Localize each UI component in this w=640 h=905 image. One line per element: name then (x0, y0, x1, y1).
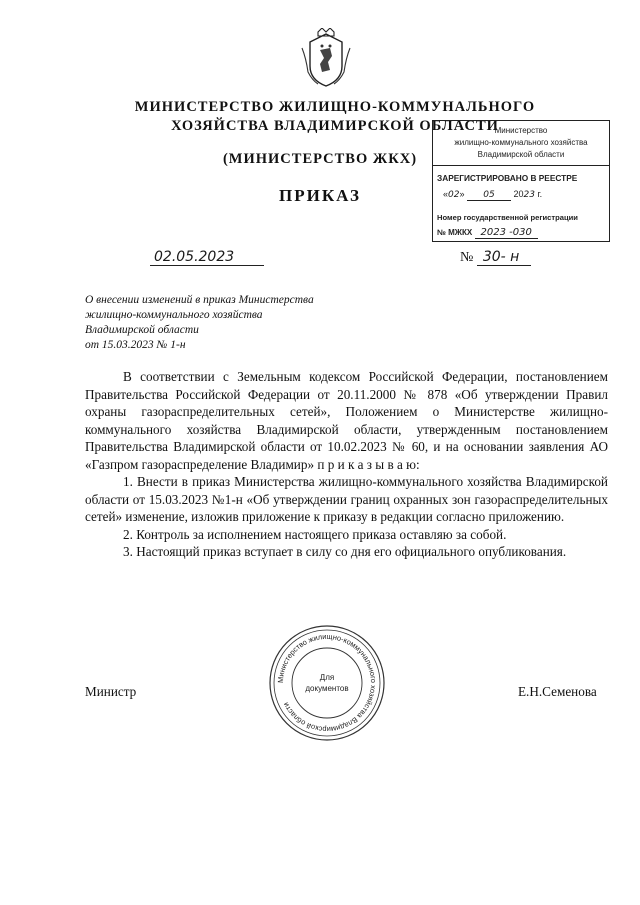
subject-line2: жилищно-коммунального хозяйства (85, 309, 263, 321)
seal-center-line1: Для (319, 673, 335, 682)
order-subject (85, 293, 385, 353)
stamp-reg-day: 02 (448, 190, 460, 200)
stamp-registered-label: ЗАРЕГИСТРИРОВАНО В РЕЕСТРЕ (437, 173, 578, 183)
order-number-value: 30- н (477, 249, 531, 266)
stamp-reg-year-suffix: 23 (523, 190, 535, 200)
stamp-reg-year-prefix: 20 (513, 189, 524, 199)
stamp-number-value: 2023 -030 (475, 227, 538, 239)
body-item-1: 1. Внести в приказ Министерства жилищно-коммунального хозяйства Владимирской области от 15.03.2023 №1-н «Об утверждении границ охранных зон газораспределительных сетей» изменение, изложив приложение к приказу в редакции согласно приложению. (85, 474, 608, 524)
order-date: 02.05.2023 (150, 249, 264, 266)
subject-line3: Владимирской области (85, 324, 199, 336)
stamp-reg-month: 05 (467, 190, 511, 201)
body-preamble: В соответствии с Земельным кодексом Российской Федерации, постановлением Правительства Российской Федерации от 20.11.2000 № 878 «Об утверждении Правил охраны газораспределительных сетей», Положением о Министерстве жилищно-коммунального хозяйства Владимирской области, утвержденным постановлением Правительства Владимирской области от 10.02.2023 № 60, и на основании заявления АО «Газпром газораспределение Владимир» п р и к а з ы в а ю: (85, 369, 608, 472)
order-number-label: № (460, 250, 474, 265)
stamp-reg-year-end: г. (537, 189, 543, 199)
stamp-line3: Владимирской области (477, 150, 565, 159)
body-item-3: 3. Настоящий приказ вступает в силу со дня его официального опубликования. (123, 544, 567, 559)
order-body (85, 368, 608, 561)
ministry-short-name: (МИНИСТЕРСТВО ЖКХ) (222, 151, 418, 167)
order-title: ПРИКАЗ (279, 186, 361, 205)
subject-line1: О внесении изменений в приказ Министерства (85, 294, 314, 306)
stamp-number-title: Номер государственной регистрации (437, 213, 578, 222)
signer-name: Е.Н.Семенова (518, 684, 597, 699)
stamp-number-prefix: № МЖКХ (437, 228, 473, 237)
seal-center-line2: документов (305, 684, 349, 693)
coat-of-arms-emblem (300, 28, 352, 90)
official-seal (268, 624, 386, 742)
ministry-name-line1: МИНИСТЕРСТВО ЖИЛИЩНО-КОММУНАЛЬНОГО (134, 99, 536, 115)
stamp-ministry (433, 125, 609, 166)
ministry-name-line2: ХОЗЯЙСТВА ВЛАДИМИРСКОЙ ОБЛАСТИ (171, 118, 499, 134)
stamp-line1: Министерство (494, 126, 548, 135)
seal-ring-text: Министерство жилищно-коммунального хозяйства Владимирской области (275, 631, 379, 735)
order-number (460, 249, 540, 266)
stamp-number-line (437, 227, 607, 238)
svg-text:Министерство жилищно-коммуналь (276, 632, 378, 734)
stamp-line2: жилищно-коммунального хозяйства (454, 138, 588, 147)
signer-role: Министр (85, 684, 137, 699)
body-item-2: 2. Контроль за исполнением настоящего приказа оставляю за собой. (123, 526, 507, 542)
stamp-registration-date: «02» 05 2023 г. (443, 189, 543, 200)
registration-stamp (432, 120, 610, 242)
subject-line4: от 15.03.2023 № 1-н (85, 339, 186, 351)
